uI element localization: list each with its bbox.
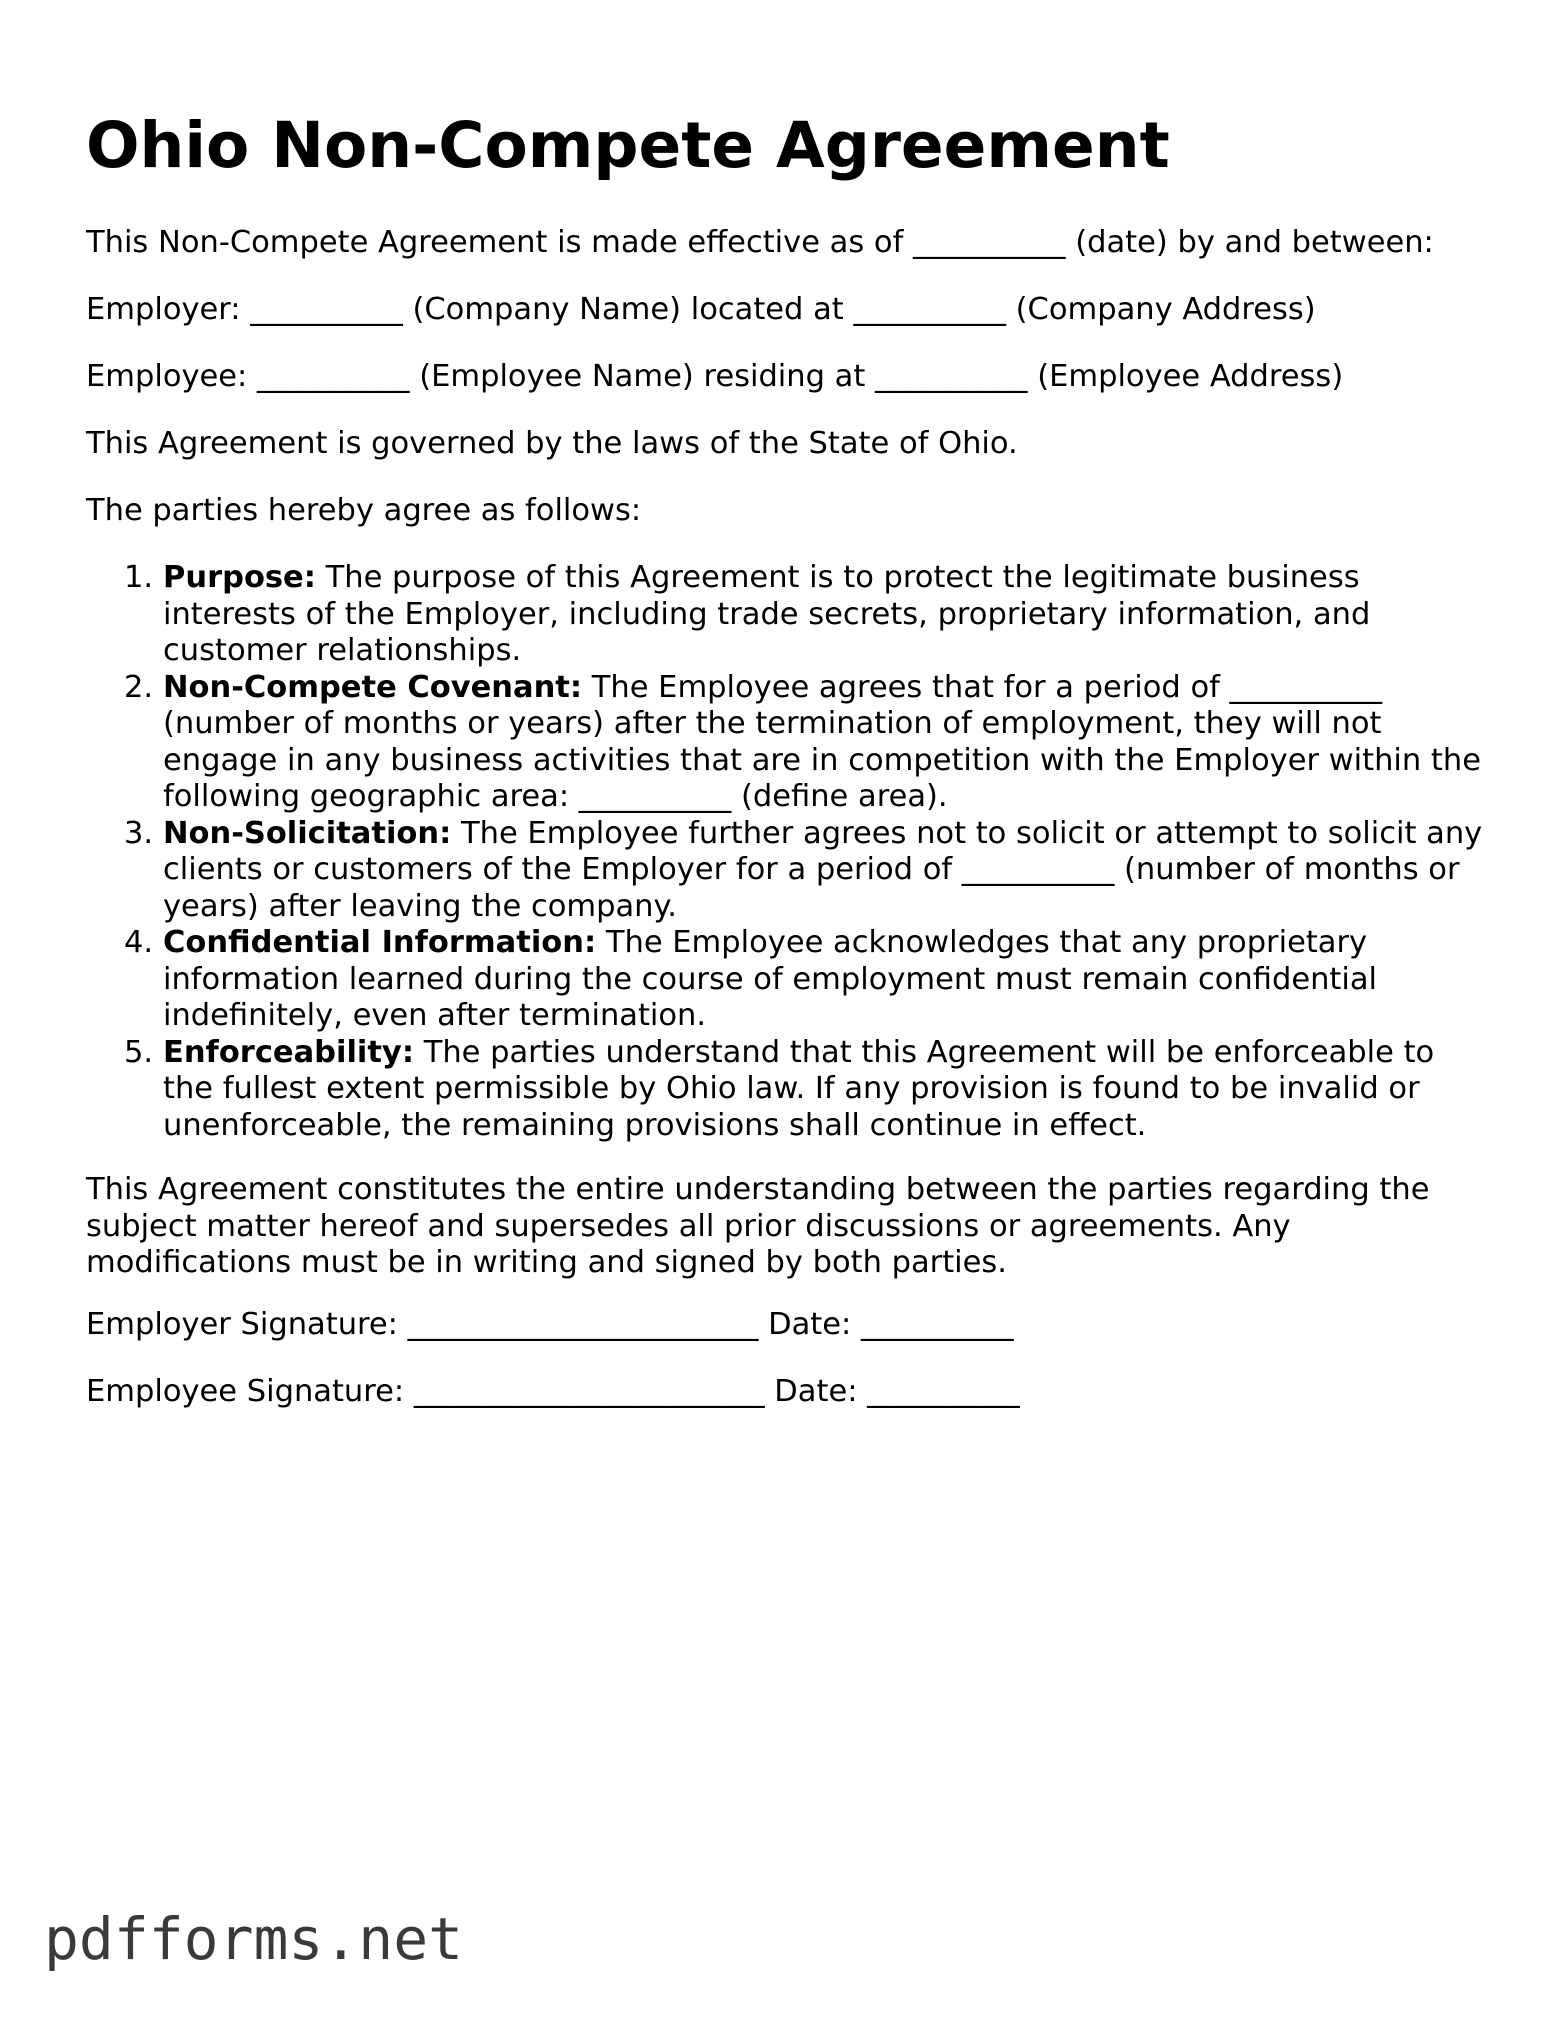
closing-paragraph: This Agreement constitutes the entire understanding between the parties regarding the subject matter hereof and supersedes all prior discussions or agreements. Any modifications must be in writing and signed by both parties. [86,1172,1430,1280]
intro-employee-line: Employee: __________ (Employee Name) residing at __________ (Employee Address) [86,359,1344,394]
clause-item [86,816,1486,926]
clause-text: The Employee further agrees not to solicit or attempt to solicit any clients or customers of the Employer for a period of __________ (number of months or years) after leaving the company. [163,815,1483,924]
clause-item [86,560,1486,670]
employee-signature-line: Employee Signature: _______________________ Date: __________ [86,1374,1020,1409]
intro-effective-date-line: This Non-Compete Agreement is made effective as of __________ (date) by and between: [86,225,1434,260]
clause-heading: Enforceability: [163,1034,415,1070]
clause-list [86,560,1486,1144]
employer-signature-line: Employer Signature: _______________________ Date: __________ [86,1307,1014,1342]
clause-number: 2. [124,669,154,705]
intro-governing-law-line: This Agreement is governed by the laws of the State of Ohio. [86,426,1018,461]
clause-item [86,925,1486,1035]
clause-number: 5. [124,1034,154,1070]
clause-text: The parties understand that this Agreement will be enforceable to the fullest extent permissible by Ohio law. If any provision is found to be invalid or unenforceable, the remaining provisions shall continue in effect. [163,1034,1435,1143]
watermark-logo: pdfforms.net [44,1905,464,1973]
document-title: Ohio Non-Compete Agreement [86,109,1170,182]
clause-heading: Confidential Information: [163,925,597,960]
clause-number: 1. [124,560,154,595]
clause-item [86,1035,1486,1145]
clause-heading: Purpose: [163,560,316,595]
clause-number: 4. [124,925,154,960]
clause-heading: Non-Solicitation: [163,815,452,851]
clause-text: The Employee agrees that for a period of __________ (number of months or years) after the termination of employment, they will not engage in any business activities that are in competition with the Employer within the following geographic area: __________ (define area). [163,669,1481,814]
intro-agree-line: The parties hereby agree as follows: [86,493,642,528]
intro-employer-line: Employer: __________ (Company Name) located at __________ (Company Address) [86,292,1316,327]
clause-text: The purpose of this Agreement is to protect the legitimate business interests of the Employer, including trade secrets, proprietary information, and customer relationships. [163,560,1371,668]
clause-number: 3. [124,815,154,851]
clause-text: The Employee acknowledges that any proprietary information learned during the course of employment must remain confidential indefinitely, even after termination. [163,925,1378,1033]
clause-heading: Non-Compete Covenant: [163,669,583,705]
clause-item [86,670,1486,816]
